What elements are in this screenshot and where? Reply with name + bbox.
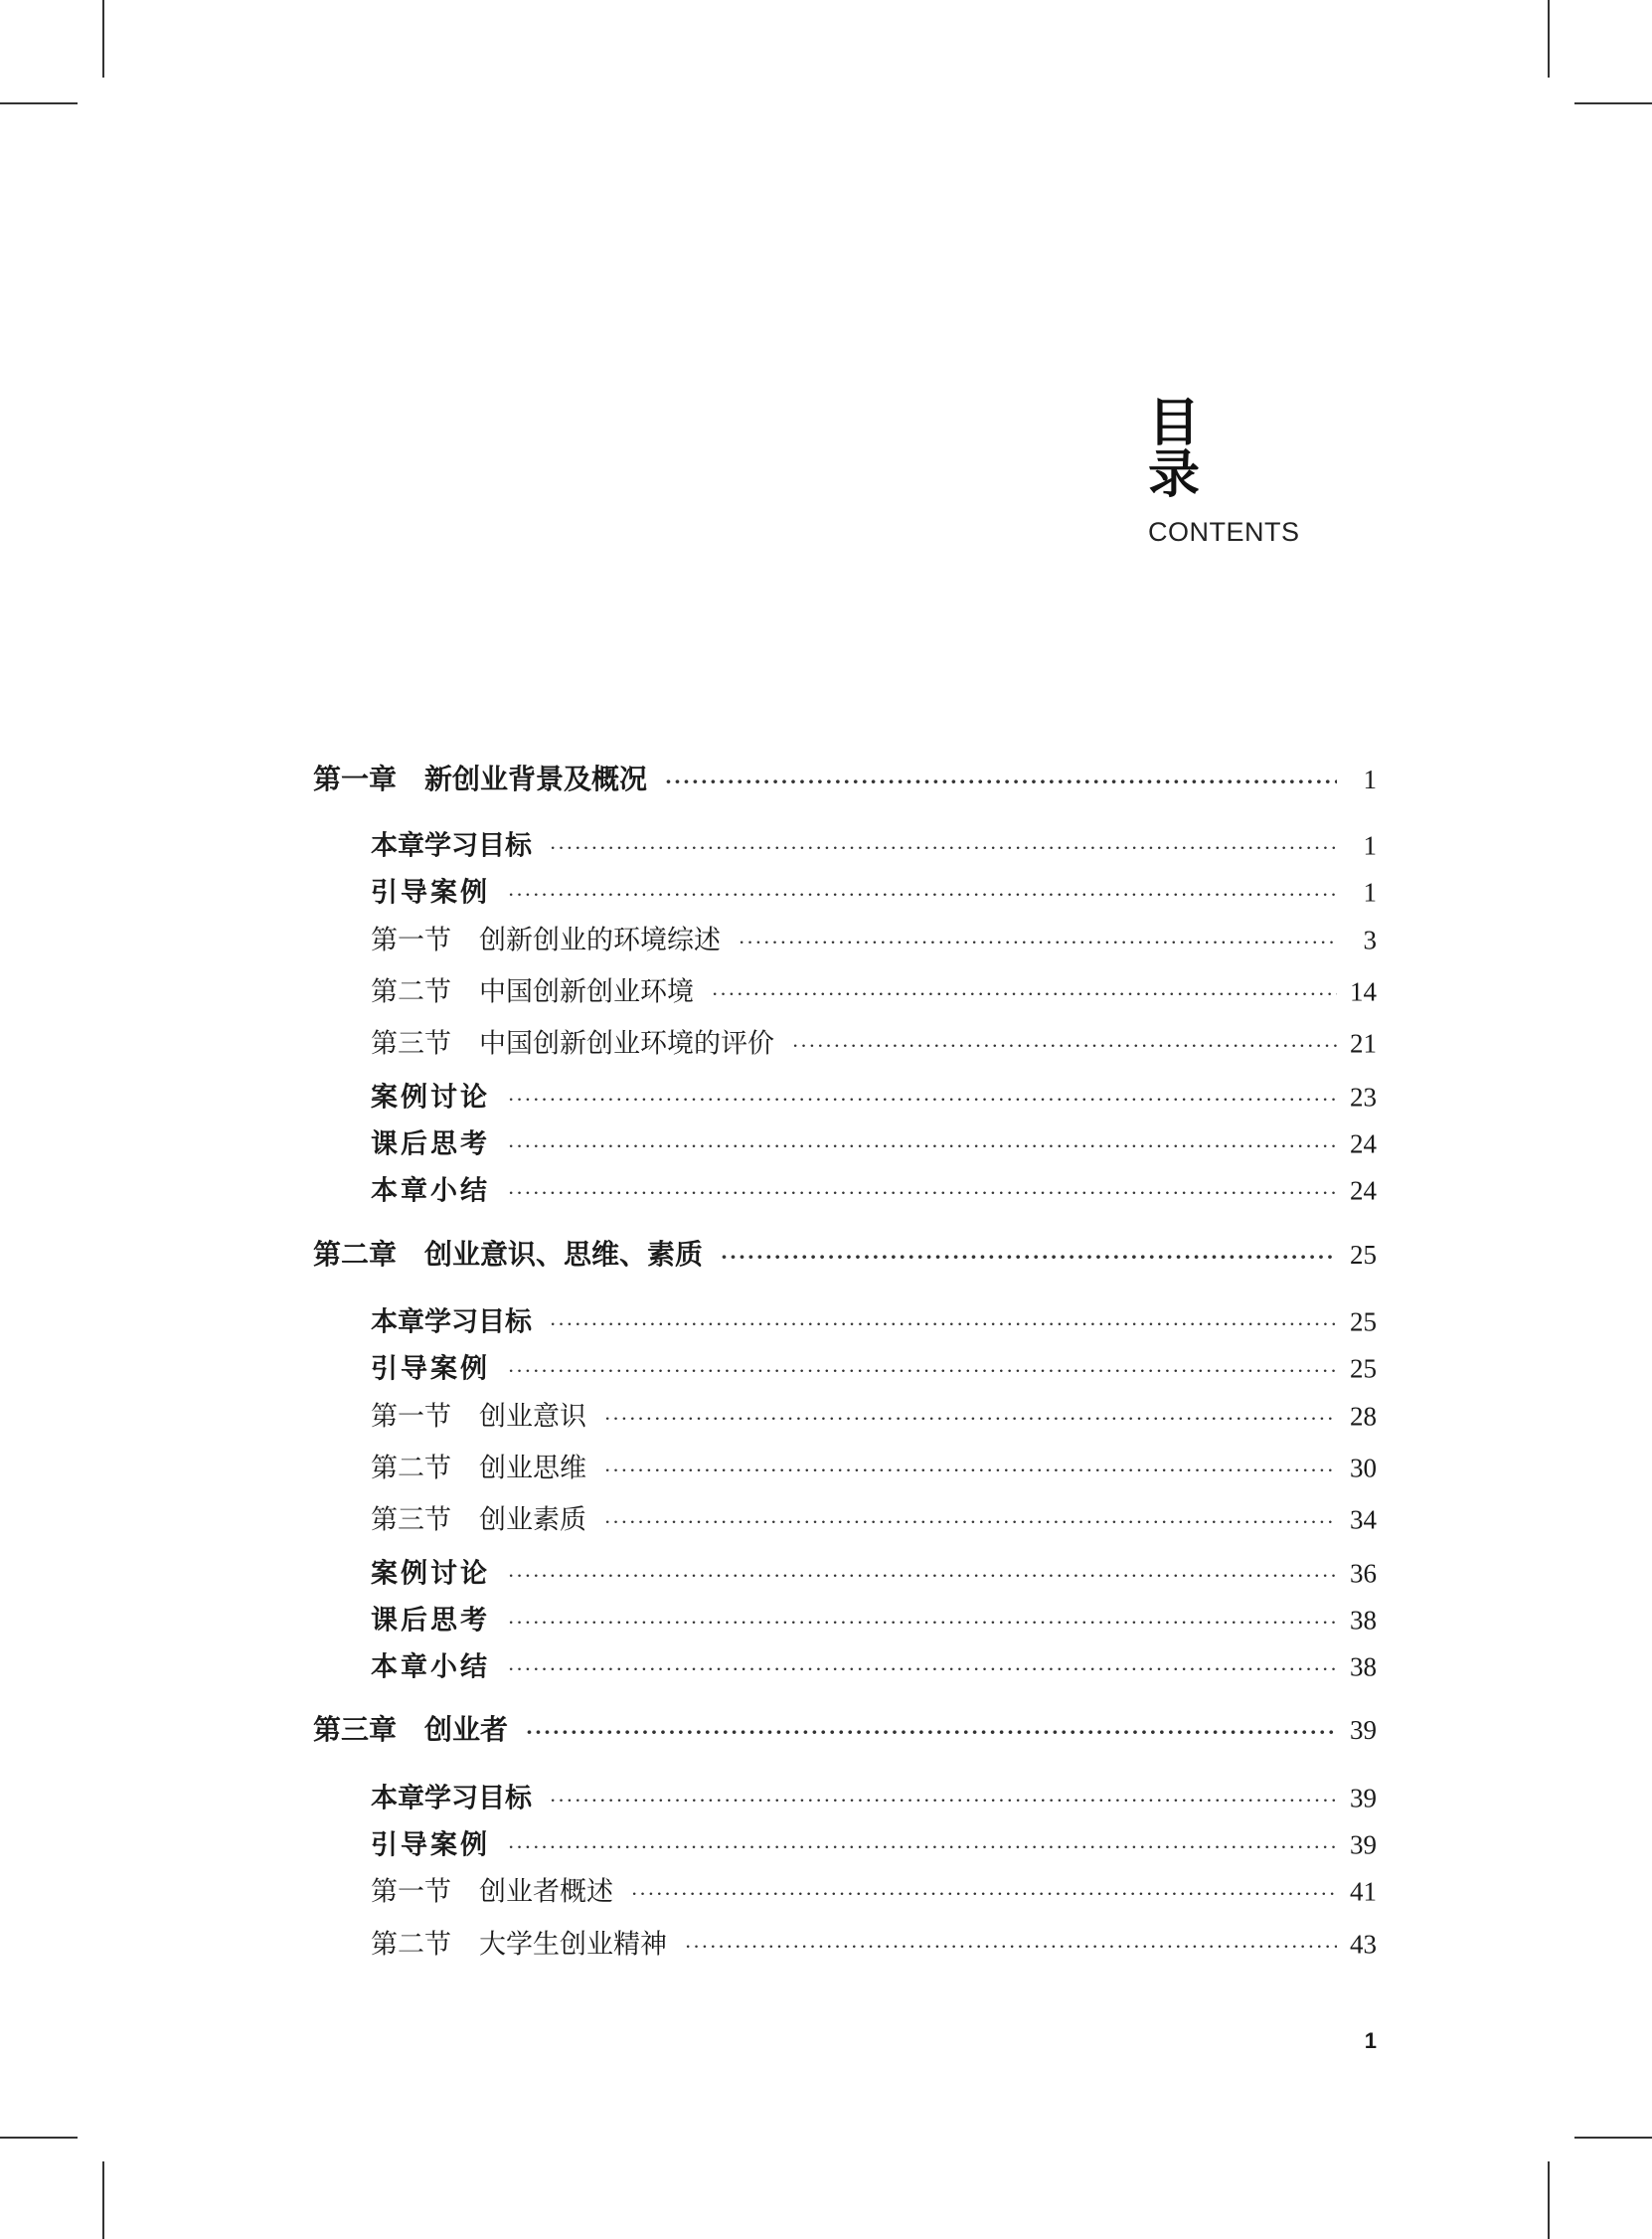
toc-entry-summary[interactable] [371, 1645, 1377, 1684]
entry-label: 课后思考 [371, 1128, 490, 1160]
toc-chapter-1[interactable] [313, 758, 1377, 797]
toc-chapter-3[interactable] [313, 1708, 1377, 1748]
dot-leader [739, 931, 1337, 954]
dot-leader [792, 1034, 1337, 1058]
dot-leader [508, 1564, 1337, 1588]
dot-leader [665, 770, 1337, 793]
page-number: 25 [1350, 1240, 1377, 1270]
footer-page-number: 1 [1364, 2028, 1377, 2053]
toc-entry-learning-goals[interactable] [371, 1300, 1377, 1339]
toc-section-2-2[interactable] [371, 1447, 1377, 1485]
section-number: 第三节 [371, 1028, 451, 1060]
toc-section-3-2[interactable] [371, 1923, 1377, 1962]
dot-leader [721, 1245, 1337, 1269]
toc-entry-case-discussion[interactable] [371, 1552, 1377, 1591]
page-number: 1 [1363, 830, 1377, 861]
dot-leader [508, 1835, 1337, 1859]
page-number: 36 [1350, 1558, 1377, 1589]
entry-label: 引导案例 [371, 1829, 490, 1861]
page-number: 43 [1350, 1929, 1377, 1960]
section-number: 第一节 [371, 925, 451, 956]
dot-leader [508, 1611, 1337, 1635]
dot-leader [508, 1657, 1337, 1681]
section-number: 第二节 [371, 976, 451, 1008]
toc-entry-lead-case[interactable] [371, 871, 1377, 910]
page-number: 34 [1350, 1504, 1377, 1535]
toc-entry-summary[interactable] [371, 1169, 1377, 1208]
page-number: 28 [1350, 1401, 1377, 1432]
page-number: 39 [1350, 1829, 1377, 1860]
toc-entry-lead-case[interactable] [371, 1823, 1377, 1862]
dot-leader [685, 1935, 1337, 1959]
page-title: 目 录 [1148, 393, 1231, 505]
page-number: 14 [1350, 976, 1377, 1007]
page-number: 1 [1363, 877, 1377, 908]
section-title: 创业意识 [479, 1401, 586, 1433]
dot-leader [526, 1720, 1337, 1744]
page-number: 23 [1350, 1082, 1377, 1113]
page-number: 38 [1350, 1651, 1377, 1682]
toc-entry-after-class[interactable] [371, 1122, 1377, 1161]
page-number: 24 [1350, 1128, 1377, 1159]
toc-section-2-1[interactable] [371, 1395, 1377, 1434]
page-subtitle: CONTENTS [1148, 517, 1300, 547]
dot-leader [508, 1181, 1337, 1205]
page-number: 3 [1363, 925, 1377, 955]
toc-section-1-3[interactable] [371, 1022, 1377, 1061]
section-title: 创业者概述 [479, 1876, 613, 1908]
section-number: 第三节 [371, 1504, 451, 1536]
section-title: 中国创新创业环境的评价 [479, 1028, 774, 1060]
page-number: 1 [1363, 765, 1377, 794]
entry-label: 本章学习目标 [371, 1783, 532, 1814]
toc-entry-case-discussion[interactable] [371, 1076, 1377, 1115]
toc-section-3-1[interactable] [371, 1870, 1377, 1909]
entry-label: 本章小结 [371, 1175, 490, 1207]
dot-leader [508, 1359, 1337, 1383]
section-title: 中国创新创业环境 [479, 976, 694, 1008]
page-number: 38 [1350, 1605, 1377, 1636]
toc-section-1-2[interactable] [371, 970, 1377, 1009]
page-number: 39 [1350, 1715, 1377, 1745]
page-number: 39 [1350, 1783, 1377, 1813]
entry-label: 引导案例 [371, 1353, 490, 1385]
section-title: 创新创业的环境综述 [479, 925, 721, 956]
dot-leader [550, 1789, 1337, 1812]
section-number: 第二节 [371, 1929, 451, 1961]
dot-leader [508, 1134, 1337, 1158]
page-number: 25 [1350, 1306, 1377, 1337]
page-number: 30 [1350, 1453, 1377, 1483]
section-title: 大学生创业精神 [479, 1929, 667, 1961]
chapter-number: 第一章 [313, 763, 398, 795]
page-number: 24 [1350, 1175, 1377, 1206]
toc-entry-after-class[interactable] [371, 1599, 1377, 1637]
entry-label: 本章小结 [371, 1651, 490, 1683]
toc-entry-lead-case[interactable] [371, 1347, 1377, 1386]
dot-leader [604, 1510, 1337, 1534]
section-number: 第二节 [371, 1453, 451, 1484]
entry-label: 案例讨论 [371, 1082, 490, 1114]
entry-label: 课后思考 [371, 1605, 490, 1636]
entry-label: 案例讨论 [371, 1558, 490, 1590]
toc-section-1-1[interactable] [371, 919, 1377, 957]
entry-label: 本章学习目标 [371, 1306, 532, 1338]
section-title: 创业思维 [479, 1453, 586, 1484]
dot-leader [508, 883, 1337, 907]
toc-section-2-3[interactable] [371, 1498, 1377, 1537]
dot-leader [508, 1088, 1337, 1112]
chapter-title: 创业者 [424, 1713, 509, 1746]
section-number: 第一节 [371, 1876, 451, 1908]
entry-label: 本章学习目标 [371, 830, 532, 862]
chapter-number: 第二章 [313, 1238, 398, 1271]
page-number: 21 [1350, 1028, 1377, 1059]
toc-entry-learning-goals[interactable] [371, 1777, 1377, 1815]
dot-leader [604, 1407, 1337, 1431]
page-number: 41 [1350, 1876, 1377, 1907]
page-number: 25 [1350, 1353, 1377, 1384]
dot-leader [550, 836, 1337, 860]
section-title: 创业素质 [479, 1504, 586, 1536]
dot-leader [631, 1882, 1337, 1906]
section-number: 第一节 [371, 1401, 451, 1433]
dot-leader [550, 1312, 1337, 1336]
chapter-title: 新创业背景及概况 [424, 763, 648, 795]
toc-chapter-2[interactable] [313, 1233, 1377, 1273]
entry-label: 引导案例 [371, 877, 490, 909]
chapter-number: 第三章 [313, 1713, 398, 1746]
dot-leader [712, 982, 1337, 1006]
toc-entry-learning-goals[interactable] [371, 824, 1377, 863]
chapter-title: 创业意识、思维、素质 [424, 1238, 704, 1271]
dot-leader [604, 1459, 1337, 1482]
